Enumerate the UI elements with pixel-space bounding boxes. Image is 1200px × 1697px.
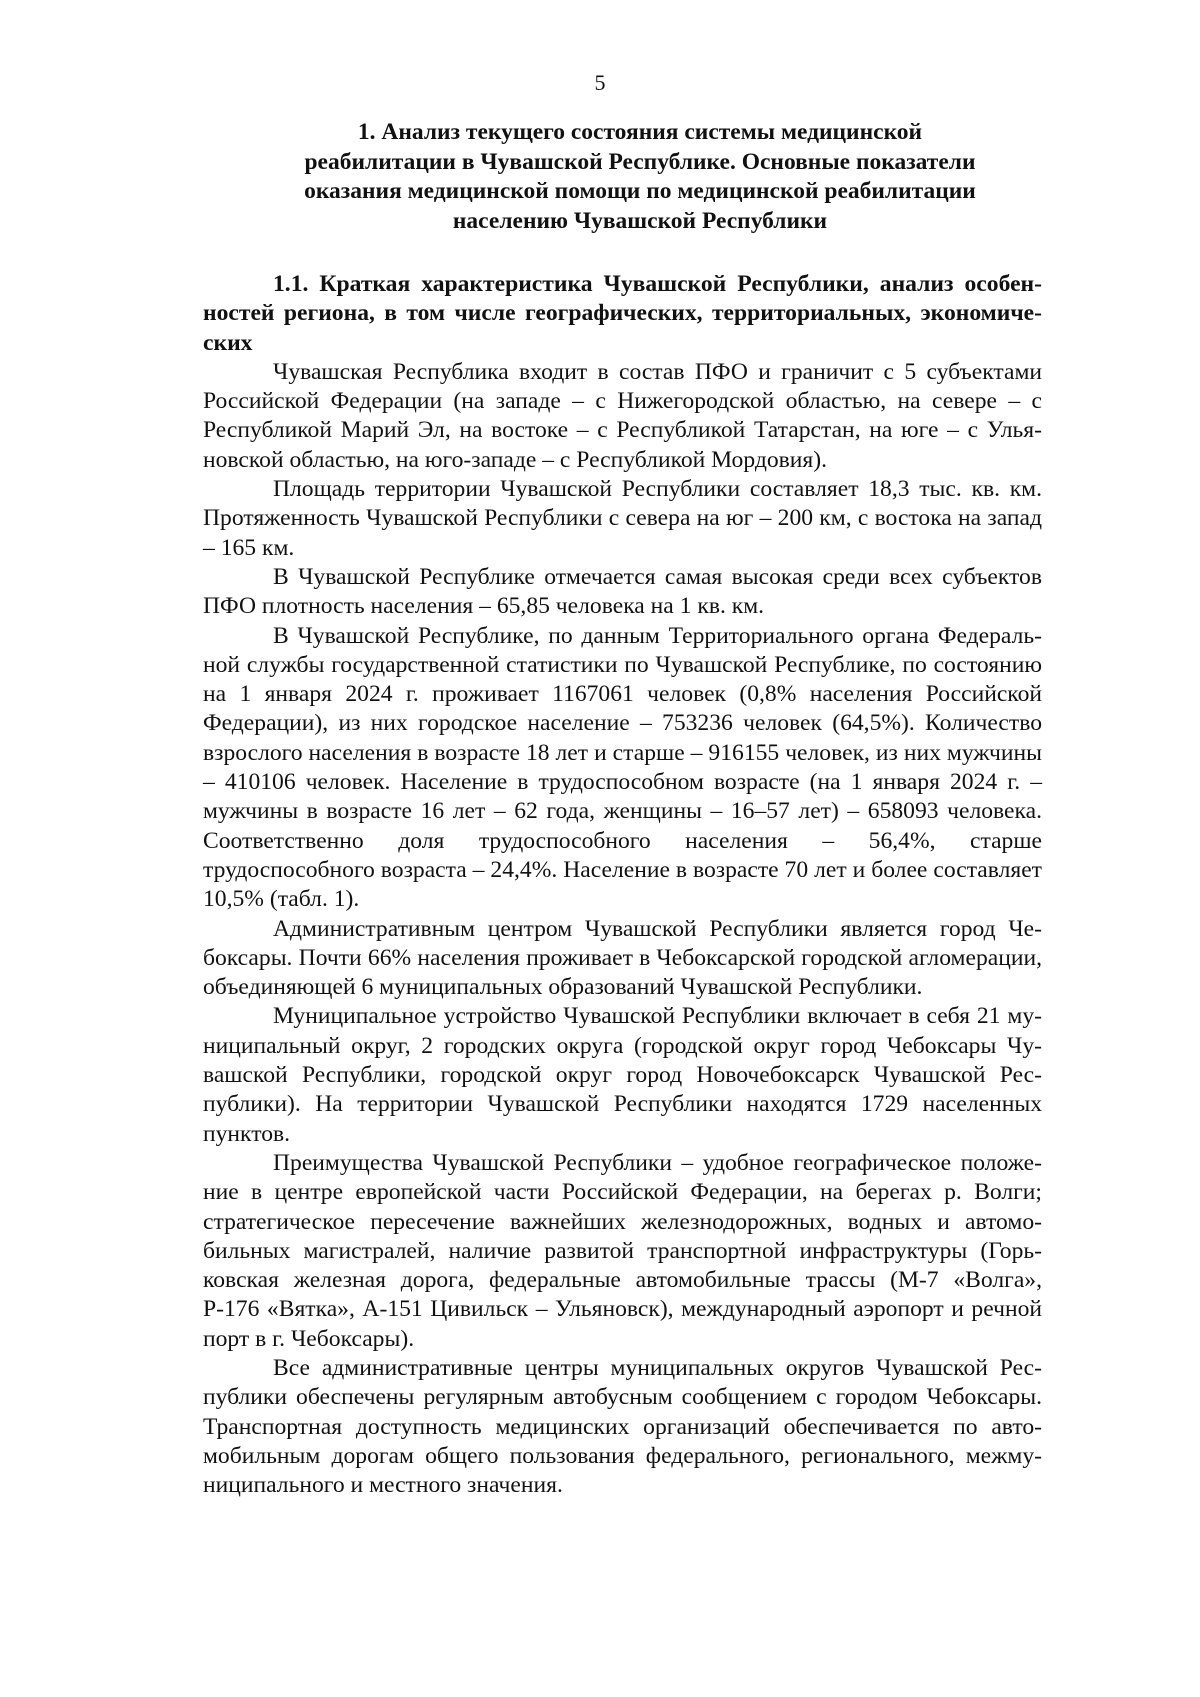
section-title-line: реабилитации в Чувашской Республике. Основные показатели [304, 148, 976, 175]
document-body [203, 270, 1042, 1500]
section-title-line: оказания медицинской помощи по медицинской реабилитации [304, 178, 976, 204]
paragraph-transport: Все административные центры муниципальных округов Чувашской Республики обеспечены регулярным автобусным сообщением с городом Чебоксары. Транспортная доступность медицинских организаций обеспечивается по автомобильным дорогам общего пользования федерального, регионального, межмуниципального и местного значения. [203, 1354, 1042, 1499]
page-number: 5 [594, 70, 606, 95]
section-title-line: населению Чувашской Республики [452, 207, 828, 234]
paragraph-area: Площадь территории Чувашской Республики составляет 18,3 тыс. кв. км. Протяженность Чувашской Республики с севера на юг – 200 км, с востока на запад – 165 км. [203, 476, 1042, 561]
paragraph-density: В Чувашской Республике отмечается самая высокая среди всех субъектов ПФО плотность населения – 65,85 человека на 1 кв. км. [203, 563, 1042, 620]
paragraph-advantages: Преимущества Чувашской Республики – удобное географическое положение в центре европейской части Российской Федерации, на берегах р. Волги; стратегическое пересечение важнейших железнодорожных, водных и автомобильных магистралей, наличие развитой транспортной инфраструктуры (Горьковская железная дорога, федеральные автомобильные трассы (М-7 «Волга», Р-176 «Вятка», А-151 Цивильск – Ульяновск), международный аэропорт и речной порт в г. Чебоксары). [203, 1149, 1042, 1352]
paragraph-admin-center: Административным центром Чувашской Республики является город Чебоксары. Почти 66% населения проживает в Чебоксарской городской агломерации, объединяющей 6 муниципальных образований Чувашской Республики. [203, 915, 1042, 1001]
paragraph-municipal-structure: Муниципальное устройство Чувашской Республики включает в себя 21 муниципальный округ, 2 городских округа (городской округ город Чебоксары Чувашской Республики, городской округ город Новочебоксарск Чувашской Республики). На территории Чувашской Республики находятся 1729 населенных пунктов. [203, 1003, 1042, 1147]
paragraph-borders: Чувашская Республика входит в состав ПФО и граничит с 5 субъектами Российской Федерации (на западе – с Нижегородской областью, на севере – с Республикой Марий Эл, на востоке – с Республикой Татарстан, на юге – с Ульяновской областью, на юго-западе – с Республикой Мордовия). [203, 358, 1042, 473]
section-title [260, 118, 1020, 236]
paragraph-population: В Чувашской Республике, по данным Территориального органа Федеральной службы государственной статистики по Чувашской Республике, по состоянию на 1 января 2024 г. проживает 1167061 человек (0,8% населения Российской Федерации), из них городское население – 753236 человек (64,5%). Количество взрослого населения в возрасте 18 лет и старше – 916155 человек, из них мужчины – 410106 человек. Население в трудоспособном возрасте (на 1 января 2024 г. – мужчины в возрасте 16 лет – 62 года, женщины – 16–57 лет) – 658093 человека. Соответственно доля трудоспособного населения – 56,4%, старше трудоспособного возраста – 24,4%. Население в возрасте 70 лет и более составляет 10,5% (табл. 1). [203, 622, 1042, 913]
section-title-line: 1. Анализ текущего состояния системы медицинской [357, 119, 923, 145]
subsection-title: 1.1. Краткая характеристика Чувашской Республики, анализ особенностей региона, в том числе географических, территориальных, экономических [203, 271, 1042, 356]
